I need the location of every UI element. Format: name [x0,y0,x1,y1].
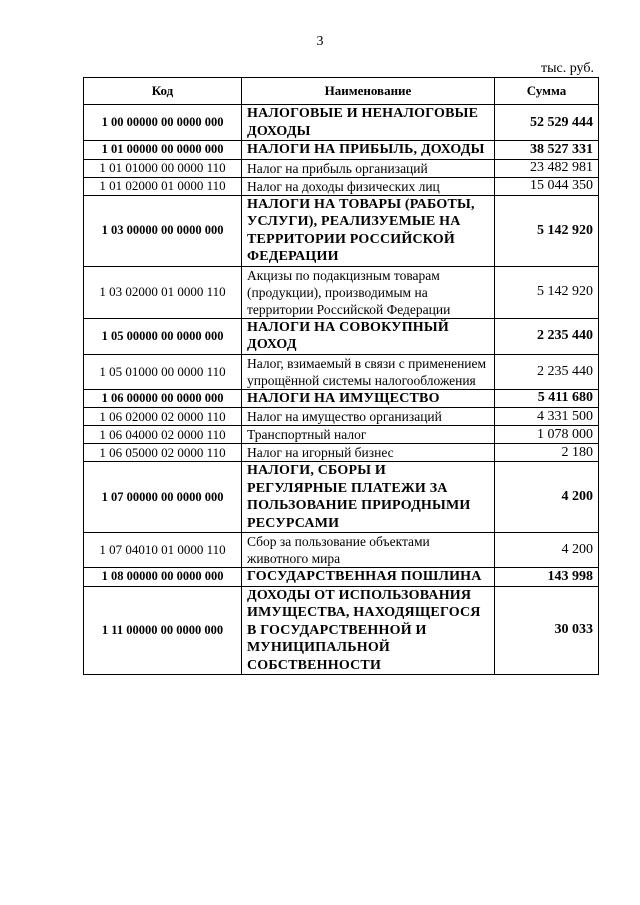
table-row [84,426,599,444]
code-cell: 1 07 00000 00 0000 000 [84,462,242,533]
code-cell: 1 07 04010 01 0000 110 [84,533,242,568]
sum-cell: 4 200 [495,533,599,568]
sum-cell: 2 180 [495,444,599,462]
header-sum: Сумма [495,78,599,105]
table-row [84,354,599,389]
table-row [84,177,599,195]
section-row [84,141,599,160]
name-cell: Сбор за пользование объектами животного мира [242,533,495,568]
code-cell: 1 06 04000 02 0000 110 [84,426,242,444]
table-header-row [84,78,599,105]
units-label: тыс. руб. [541,61,594,76]
header-code: Код [84,78,242,105]
page-number: 3 [316,34,324,49]
table-row [84,266,599,318]
sum-cell: 23 482 981 [495,159,599,177]
code-cell: 1 03 02000 01 0000 110 [84,266,242,318]
table-row [84,408,599,426]
sum-cell: 15 044 350 [495,177,599,195]
section-row [84,318,599,354]
code-cell: 1 05 01000 00 0000 110 [84,354,242,389]
sum-cell: 2 235 440 [495,318,599,354]
sum-cell: 5 142 920 [495,195,599,266]
code-cell: 1 01 01000 00 0000 110 [84,159,242,177]
name-cell: НАЛОГИ НА СОВОКУПНЫЙ ДОХОД [242,318,495,354]
header-name: Наименование [242,78,495,105]
name-cell: НАЛОГИ НА ТОВАРЫ (РАБОТЫ, УСЛУГИ), РЕАЛИЗУЕМЫЕ НА ТЕРРИТОРИИ РОССИЙСКОЙ ФЕДЕРАЦИИ [242,195,495,266]
section-row [84,462,599,533]
sum-cell: 38 527 331 [495,141,599,160]
name-cell: Налог на имущество организаций [242,408,495,426]
name-cell: Налог, взимаемый в связи с применением упрощённой системы налогообложения [242,354,495,389]
name-cell: Налог на доходы физических лиц [242,177,495,195]
section-row [84,389,599,408]
code-cell: 1 06 05000 02 0000 110 [84,444,242,462]
table-row [84,159,599,177]
table-row [84,533,599,568]
sum-cell: 143 998 [495,568,599,587]
code-cell: 1 03 00000 00 0000 000 [84,195,242,266]
code-cell: 1 01 00000 00 0000 000 [84,141,242,160]
code-cell: 1 11 00000 00 0000 000 [84,586,242,675]
code-cell: 1 00 00000 00 0000 000 [84,105,242,141]
name-cell: Транспортный налог [242,426,495,444]
name-cell: Налог на игорный бизнес [242,444,495,462]
name-cell: НАЛОГИ НА ПРИБЫЛЬ, ДОХОДЫ [242,141,495,160]
table-row [84,444,599,462]
name-cell: НАЛОГИ НА ИМУЩЕСТВО [242,389,495,408]
section-row [84,105,599,141]
section-row [84,586,599,675]
code-cell: 1 05 00000 00 0000 000 [84,318,242,354]
code-cell: 1 06 02000 02 0000 110 [84,408,242,426]
table-body [84,105,599,675]
sum-cell: 5 142 920 [495,266,599,318]
code-cell: 1 01 02000 01 0000 110 [84,177,242,195]
name-cell: НАЛОГИ, СБОРЫ И РЕГУЛЯРНЫЕ ПЛАТЕЖИ ЗА ПОЛЬЗОВАНИЕ ПРИРОДНЫМИ РЕСУРСАМИ [242,462,495,533]
sum-cell: 1 078 000 [495,426,599,444]
sum-cell: 52 529 444 [495,105,599,141]
name-cell: ГОСУДАРСТВЕННАЯ ПОШЛИНА [242,568,495,587]
section-row [84,195,599,266]
code-cell: 1 06 00000 00 0000 000 [84,389,242,408]
name-cell: НАЛОГОВЫЕ И НЕНАЛОГОВЫЕ ДОХОДЫ [242,105,495,141]
sum-cell: 2 235 440 [495,354,599,389]
name-cell: Налог на прибыль организаций [242,159,495,177]
budget-table [83,77,599,675]
sum-cell: 5 411 680 [495,389,599,408]
name-cell: Акцизы по подакцизным товарам (продукции), производимым на территории Российской Федерации [242,266,495,318]
sum-cell: 30 033 [495,586,599,675]
name-cell: ДОХОДЫ ОТ ИСПОЛЬЗОВАНИЯ ИМУЩЕСТВА, НАХОДЯЩЕГОСЯ В ГОСУДАРСТВЕННОЙ И МУНИЦИПАЛЬНОЙ СОБСТВЕННОСТИ [242,586,495,675]
sum-cell: 4 331 500 [495,408,599,426]
section-row [84,568,599,587]
sum-cell: 4 200 [495,462,599,533]
code-cell: 1 08 00000 00 0000 000 [84,568,242,587]
